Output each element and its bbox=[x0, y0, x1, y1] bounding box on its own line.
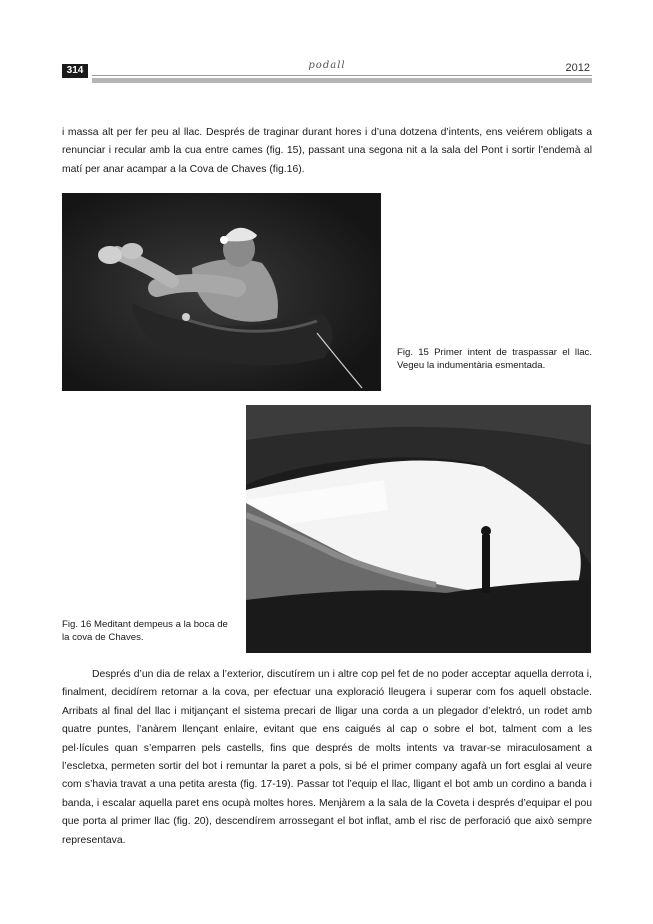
figure-16-caption: Fig. 16 Meditant dempeus a la boca de la cova de Chaves. bbox=[62, 619, 228, 643]
figure-15-photo bbox=[62, 193, 381, 391]
figure-16-photo bbox=[246, 405, 591, 653]
body-paragraph-1: i massa alt per fer peu al llac. Després de traginar durant hores i d’una dotzena d’intents, ens veiérem obligats a renunciar i recular amb la cua entre cames (fig. 15), passant una segona nit a la sala del Pont i sortir l’endemà al matí per anar acampar a la Cova de Chaves (fig.16). bbox=[62, 127, 592, 175]
journal-name: podall bbox=[308, 60, 346, 71]
page-header bbox=[62, 60, 592, 84]
header-rule-thin bbox=[92, 75, 592, 76]
body-paragraph-2: Després d’un dia de relax a l’exterior, discutírem un i altre cop pel fet de no poder acceptar aquella derrota i, finalment, decidírem retornar a la cova, per efectuar una exploració lleugera i superar com fos aquell obstacle. Arribats al final del llac i mitjançant el sistema precari de lligar una corda a un plegador d’elektró, un rodet amb quatre puntes, l’anàrem llençant enlaire, evitant que ens caigués al cap o sobre el bot, talment com a les pel·lícules quan s’emparren pels castells, fins que després de molts intents va travar-se miraculosament a l’escletxa, permeten sortir del bot i remuntar la paret a pols, si bé el primer company agafà un fort esglai al veure com s’havia travat a una petita aresta (fig. 17-19). Passar tot l’equip el llac, lligant el bot amb un cordino a banda i banda, i escalar aquella paret ens ocupà moltes hores. Menjàrem a la sala de la Coveta i després d’equipar el pou que porta al primer llac (fig. 20), descendírem arrossegant el bot inflat, amb el risc de perforació que això sempre representava. bbox=[62, 669, 592, 846]
header-rule bbox=[92, 78, 592, 83]
page-number: 314 bbox=[62, 64, 88, 78]
publication-year: 2012 bbox=[565, 62, 590, 74]
figure-15-caption: Fig. 15 Primer intent de traspassar el llac. Vegeu la indumentària esmentada. bbox=[397, 347, 592, 371]
